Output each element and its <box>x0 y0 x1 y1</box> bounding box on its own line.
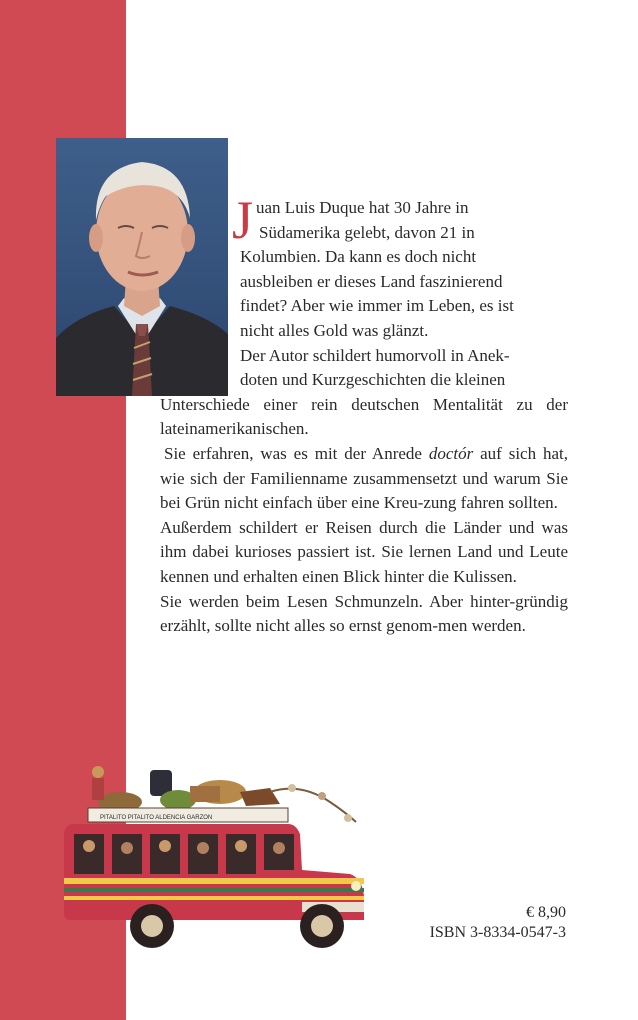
blurb-line: Der Autor schildert humorvoll in Anek- <box>240 345 510 365</box>
blurb-line: findet? Aber wie immer im Leben, es ist <box>240 296 514 316</box>
blurb-paragraph-3 <box>160 442 568 516</box>
blurb-line: Südamerika gelebt, davon 21 in <box>259 222 475 242</box>
drop-cap: J <box>232 190 254 250</box>
blurb-paragraph-1 <box>160 190 568 344</box>
blurb-text: auf sich hat, wie sich der Familienname zusammensetzt und warum Sie bei Grün nicht einfach über eine Kreu-zung fahren sollten. <box>160 443 568 513</box>
blurb-line: Kolumbien. Da kann es doch nicht <box>240 247 477 267</box>
blurb-line: ausbleiben er dieses Land faszinierend <box>240 271 503 291</box>
colombian-chiva-bus-image <box>60 762 366 952</box>
blurb-text: Sie erfahren, was es mit der Anrede <box>164 443 429 463</box>
bus-destination-sign: PITALITO PITALITO ALDENCIA GARZON <box>100 815 213 821</box>
price-block <box>430 903 566 943</box>
blurb-line: Unterschiede einer rein deutschen Mentalität zu der lateinamerikanischen. <box>160 394 568 439</box>
price-label: € 8,90 <box>526 904 566 921</box>
blurb-line: uan Luis Duque hat 30 Jahre in <box>256 198 469 217</box>
back-cover-blurb <box>160 190 568 639</box>
blurb-paragraph-5: Sie werden beim Lesen Schmunzeln. Aber hinter-gründig erzählt, sollte nicht alles so ernst genom-men werden. <box>160 591 568 636</box>
blurb-line: nicht alles Gold was glänzt. <box>240 320 429 340</box>
blurb-line: doten und Kurzgeschichten die kleinen <box>240 370 506 390</box>
doctor-term: doctór <box>428 443 474 463</box>
blurb-paragraph-4: Außerdem schildert er Reisen durch die Länder und was ihm dabei kurioses passiert ist. Sie lernen Land und Leute kennen und erhalten einen Blick hinter die Kulissen. <box>160 517 568 586</box>
blurb-paragraph-2 <box>160 344 568 442</box>
isbn-label: ISBN 3-8334-0547-3 <box>429 924 566 941</box>
chiva-bus-illustration <box>60 762 366 952</box>
